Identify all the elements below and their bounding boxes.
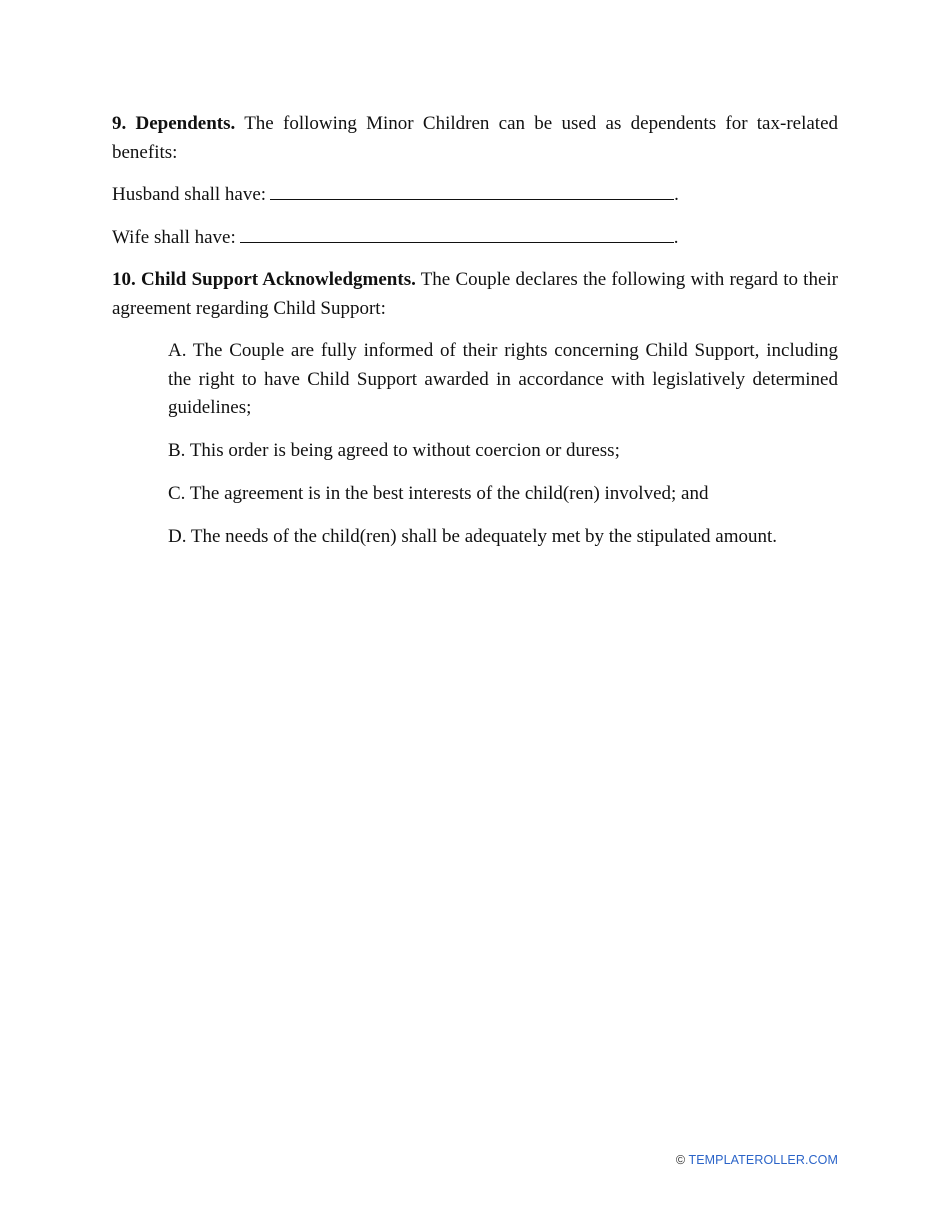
- section-dependents: [112, 110, 838, 167]
- brand-link[interactable]: TEMPLATEROLLER.COM: [688, 1153, 838, 1167]
- wife-label: Wife shall have:: [112, 226, 236, 248]
- acknowledgment-item: A. The Couple are fully informed of their rights concerning Child Support, including the right to have Child Support awarded in accordance with legislatively determined guidelines;: [168, 340, 838, 418]
- copyright-symbol: ©: [675, 1153, 686, 1167]
- section-dependents-heading: 9. Dependents.: [112, 113, 236, 134]
- acknowledgment-list: [168, 337, 838, 552]
- husband-dependents-line: [112, 181, 838, 210]
- section-child-support-heading: 10. Child Support Acknowledgments.: [112, 269, 416, 290]
- wife-blank-field[interactable]: [240, 224, 674, 243]
- section-child-support: [112, 266, 838, 323]
- footer-credit: [676, 1153, 838, 1167]
- section-child-support-text: The Couple declares the following with regard to their agreement regarding Child Support:: [112, 269, 838, 319]
- wife-line-end: .: [673, 226, 679, 248]
- husband-line-end: .: [674, 184, 679, 205]
- acknowledgment-item: D. The needs of the child(ren) shall be adequately met by the stipulated amount.: [168, 526, 778, 547]
- document-page: [112, 110, 838, 566]
- section-dependents-text: The following Minor Children can be used as dependents for tax-related benefits:: [112, 113, 839, 163]
- acknowledgment-item: B. This order is being agreed to without coercion or duress;: [168, 440, 620, 461]
- husband-blank-field[interactable]: [270, 181, 674, 200]
- acknowledgment-item: C. The agreement is in the best interests of the child(ren) involved; and: [168, 483, 709, 504]
- husband-label: Husband shall have:: [112, 184, 267, 205]
- wife-dependents-line: [112, 224, 838, 253]
